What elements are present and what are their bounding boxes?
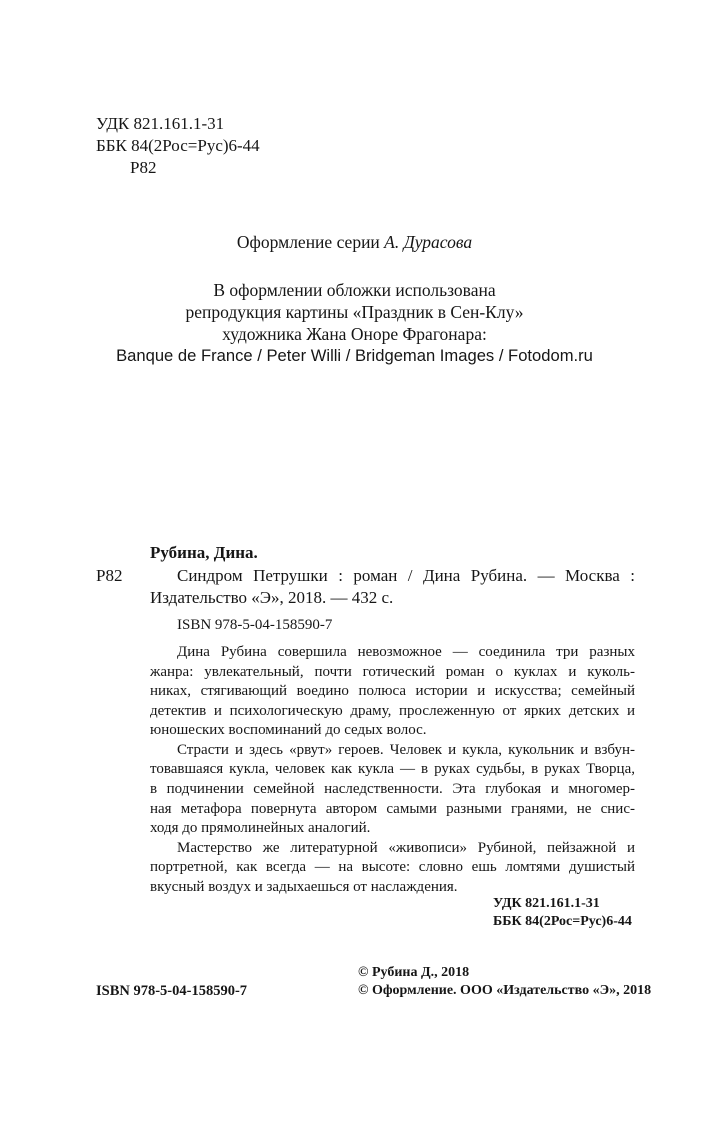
catalog-title-line-2: Издательство «Э», 2018. — 432 с. (150, 588, 394, 607)
annotation-p1-line-2: жанра: увлекательный, почти готический роман о куклах и куколь- (150, 664, 635, 680)
annotation-p3-line-3: вкусный воздух и задыхаешься от наслаждения. (150, 879, 458, 895)
cover-credit-line-2: репродукция картины «Праздник в Сен-Клу» (185, 302, 524, 322)
udk-code: УДК 821.161.1-31 (96, 114, 225, 133)
footer-isbn: ISBN 978-5-04-158590-7 (96, 983, 248, 999)
series-design-label: Оформление серии (236, 232, 380, 252)
copyright-author: © Рубина Д., 2018 (358, 965, 470, 980)
catalog-isbn: ISBN 978-5-04-158590-7 (177, 617, 333, 633)
annotation-p1-line-1: Дина Рубина совершила невозможное — соединила три разных (177, 644, 635, 660)
series-design-credit (0, 232, 709, 253)
author-sign: Р82 (130, 158, 157, 177)
cover-credit-line-4: Banque de France / Peter Willi / Bridgeman Images / Fotodom.ru (116, 346, 593, 365)
series-designer-name: А. Дурасова (384, 232, 473, 252)
annotation-p2-line-3: в подчинении семейной наследственности. Эта глубокая и многомер- (150, 781, 635, 797)
annotation-p1-line-3: никах, стягивающий воедино полюса истории и искусства; семейный (150, 683, 635, 699)
annotation-p2-line-5: ходя до прямолинейных аналогий. (150, 820, 371, 836)
annotation-p1-line-4: детектив и психологическую драму, прослеженную от ярких детских и (150, 703, 635, 719)
catalog-title-line-1: Синдром Петрушки : роман / Дина Рубина. — Москва : (177, 566, 635, 585)
annotation-p3-line-2: портретной, как всегда — на высоте: словно ешь ломтями душистый (150, 859, 635, 875)
copyright-design: © Оформление. ООО «Издательство «Э», 2018 (358, 983, 652, 998)
catalog-author-sign: Р82 (96, 566, 123, 585)
annotation-p2-line-2: товавшаяся кукла, человек как кукла — в руках судьбы, в руках Творца, (150, 761, 635, 777)
annotation-bbk-code: ББК 84(2Рос=Рус)6-44 (493, 914, 632, 929)
bbk-code: ББК 84(2Рос=Рус)6-44 (96, 136, 260, 155)
annotation-p2-line-1: Страсти и здесь «рвут» героев. Человек и кукла, кукольник и взбун- (177, 742, 635, 758)
cover-credit-line-1: В оформлении обложки использована (213, 280, 496, 300)
annotation-p2-line-4: ная метафора повернута автором самыми разными гранями, не снис- (150, 801, 635, 817)
annotation-p3-line-1: Мастерство же литературной «живописи» Рубиной, пейзажной и (177, 840, 635, 856)
annotation-p1-line-5: юношеских воспоминаний до седых волос. (150, 722, 427, 738)
catalog-author-heading: Рубина, Дина. (150, 543, 258, 562)
annotation-udk-code: УДК 821.161.1-31 (493, 896, 600, 911)
cover-credit-line-3: художника Жана Оноре Фрагонара: (222, 324, 487, 344)
